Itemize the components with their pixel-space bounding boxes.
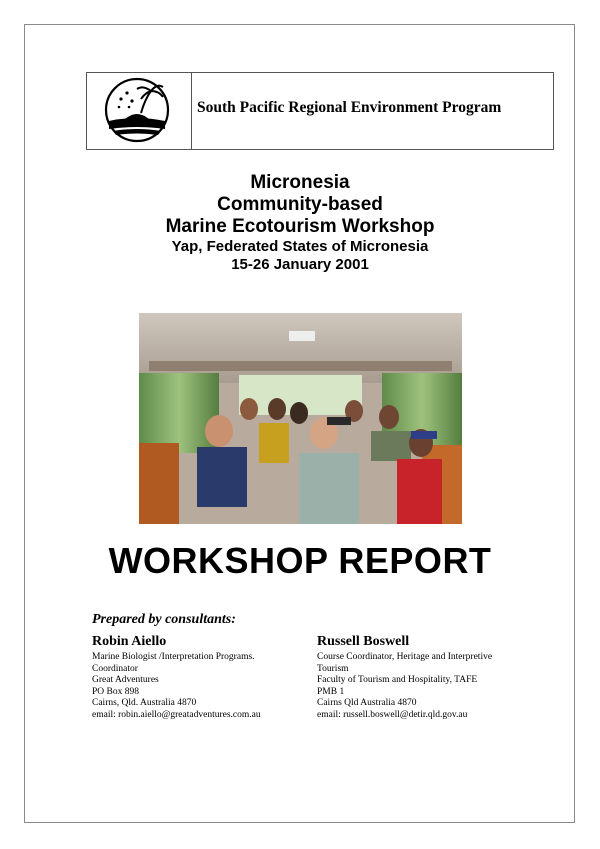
consultant-line: Tourism	[317, 663, 349, 674]
title-line-2: Community-based	[217, 194, 383, 215]
consultant-line: Great Adventures	[92, 675, 159, 685]
title-line-1: Micronesia	[250, 172, 350, 193]
consultant-russell-boswell	[317, 634, 547, 721]
report-title: WORKSHOP REPORT	[108, 540, 492, 581]
logo-cell	[87, 73, 192, 149]
consultant-line: Coordinator	[92, 663, 138, 674]
consultant-line: Cairns Qld Australia 4870	[317, 698, 417, 708]
consultant-email: email: robin.aiello@greatadventures.com.au	[92, 709, 261, 720]
consultant-line: Marine Biologist /Interpretation Programs.	[92, 652, 255, 662]
prepared-by-label: Prepared by consultants:	[92, 612, 236, 627]
organization-name: South Pacific Regional Environment Program	[197, 99, 502, 116]
title-location: Yap, Federated States of Micronesia	[171, 238, 429, 255]
consultant-line: PO Box 898	[92, 686, 139, 697]
consultant-name: Russell Boswell	[317, 634, 410, 649]
group-in-bus-photo	[139, 313, 462, 524]
consultant-line: Cairns, Qld. Australia 4870	[92, 698, 197, 708]
title-block	[0, 172, 600, 274]
sprep-logo	[101, 77, 173, 143]
consultant-line: Faculty of Tourism and Hospitality, TAFE	[317, 675, 478, 685]
title-line-3: Marine Ecotourism Workshop	[165, 216, 435, 237]
consultant-line: PMB 1	[317, 686, 345, 697]
consultant-name: Robin Aiello	[92, 634, 167, 649]
header-box	[86, 72, 554, 150]
consultant-line: Course Coordinator, Heritage and Interpretive	[317, 652, 493, 662]
title-dates: 15-26 January 2001	[231, 256, 369, 273]
consultant-robin-aiello	[92, 634, 322, 721]
consultant-email: email: russell.boswell@detir.qld.gov.au	[317, 709, 468, 720]
